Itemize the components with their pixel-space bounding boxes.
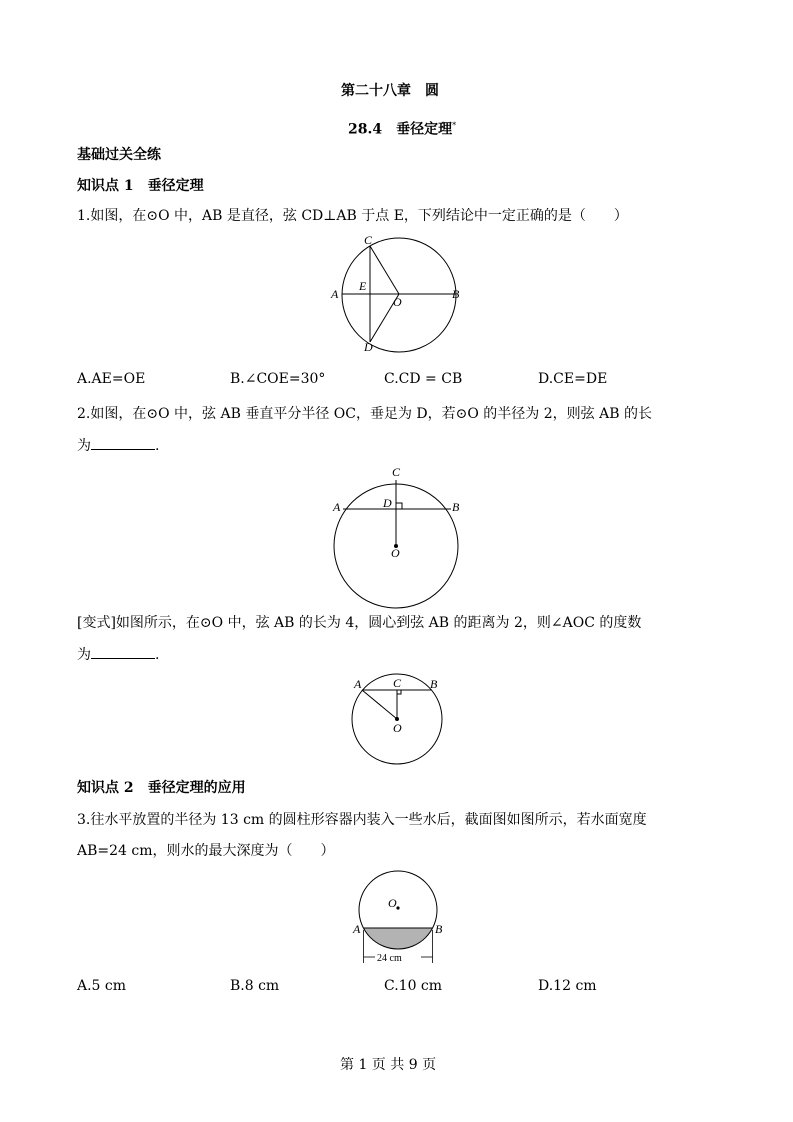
q1-label-b: B <box>452 287 460 301</box>
q1-label-a: A <box>331 287 339 301</box>
q3-option-a: A.5 cm <box>77 978 127 994</box>
q2-suffix: . <box>155 438 160 454</box>
q3-line2: AB=24 cm，则水的最大深度为（ ） <box>77 843 335 859</box>
q2-label-d: D <box>383 496 392 510</box>
q1-option-b: B.∠COE=30° <box>230 371 326 387</box>
q2-label-o: O <box>391 546 400 560</box>
variant-suffix: . <box>155 647 160 663</box>
q3-center-dot <box>396 906 399 909</box>
q1-label-o: O <box>393 295 402 309</box>
q1-option-d: D.CE=DE <box>538 371 608 387</box>
q1-label-e: E <box>359 279 367 293</box>
knowledge-point-1: 知识点 1 垂径定理 <box>77 178 204 194</box>
q2-label-b: B <box>452 500 460 514</box>
q3-width-label: 24 cm <box>377 953 402 964</box>
page-footer: 第 1 页 共 9 页 <box>340 1057 437 1073</box>
q3-label-a: A <box>353 922 361 936</box>
q1-stem: 1.如图，在⊙O 中，AB 是直径，弦 CD⊥AB 于点 E，下列结论中一定正确的是（ ） <box>77 208 628 224</box>
q2-prefix: 为 <box>77 438 91 454</box>
variant-label-a: A <box>354 677 362 691</box>
variant-label-o: O <box>393 721 402 735</box>
variant-label-c: C <box>393 676 402 690</box>
knowledge-point-2: 知识点 2 垂径定理的应用 <box>77 780 246 796</box>
q3-option-d: D.12 cm <box>538 978 597 994</box>
q1-option-a: A.AE=OE <box>77 371 146 387</box>
variant-line1: [变式]如图所示，在⊙O 中，弦 AB 的长为 4，圆心到弦 AB 的距离为 2，则∠AOC 的度数 <box>77 615 642 631</box>
variant-prefix: 为 <box>77 647 91 663</box>
chapter-title: 第二十八章 圆 <box>341 83 439 99</box>
q1-option-c: C.CD = CB <box>384 371 463 387</box>
q1-label-c: C <box>364 233 373 247</box>
section-title-text: 28.4 垂径定理 <box>348 121 453 138</box>
variant-label-b: B <box>430 677 438 691</box>
q3-label-o: O <box>388 896 397 910</box>
exercise-heading: 基础过关全练 <box>77 147 161 163</box>
q3-option-c: C.10 cm <box>384 978 443 994</box>
q3-label-b: B <box>435 922 443 936</box>
q3-line1: 3.往水平放置的半径为 13 cm 的圆柱形容器内装入一些水后，截面图如图所示，若水面宽度 <box>77 812 647 828</box>
q3-option-b: B.8 cm <box>230 978 280 994</box>
section-footnote-mark: * <box>452 121 457 130</box>
q1-label-d: D <box>364 340 373 354</box>
q3-water-region <box>364 928 433 949</box>
q2-label-c: C <box>392 465 401 479</box>
q2-line1: 2.如图，在⊙O 中，弦 AB 垂直平分半径 OC，垂足为 D，若⊙O 的半径为 2，则弦 AB 的长 <box>77 406 652 422</box>
q2-label-a: A <box>333 500 341 514</box>
